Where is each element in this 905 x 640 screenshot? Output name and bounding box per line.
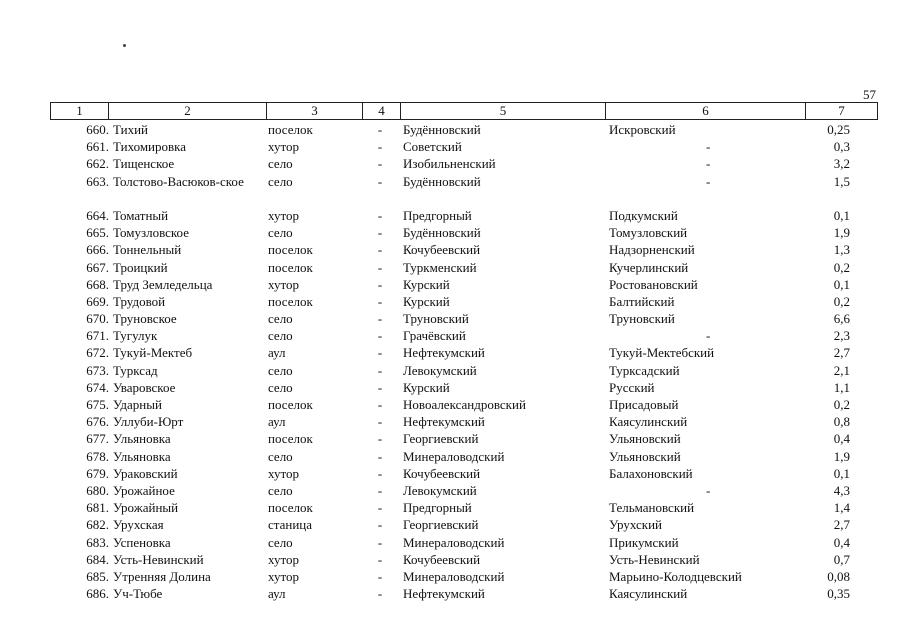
row-number: 661.	[86, 139, 109, 155]
population-value: 6,6	[833, 311, 850, 327]
district-name: Будённовский	[403, 225, 481, 241]
table-row	[50, 173, 878, 207]
settlement-name: Тукуй-Мектеб	[113, 345, 193, 361]
district-name: Изобильненский	[403, 156, 496, 172]
row-number: 667.	[86, 259, 109, 275]
settlement-name: Томатный	[113, 207, 169, 223]
settlement-type: село	[268, 362, 293, 378]
column-4-value: -	[377, 534, 383, 550]
table-header	[50, 102, 878, 120]
column-4-value: -	[377, 397, 383, 413]
district-name: Туркменский	[403, 259, 477, 275]
settlement-name: Тихомировка	[113, 139, 187, 155]
header-col-7: 7	[838, 103, 845, 118]
table-row	[50, 430, 878, 447]
row-number: 674.	[86, 379, 109, 395]
district-name: Левокумский	[403, 362, 477, 378]
population-value: 1,9	[833, 225, 850, 241]
municipality-name: -	[706, 482, 711, 498]
page-number: 57	[863, 87, 876, 102]
population-value: 3,2	[833, 156, 850, 172]
table-row	[50, 482, 878, 499]
settlement-type: село	[268, 225, 293, 241]
header-col-2: 2	[109, 103, 267, 119]
population-value: 1,5	[833, 173, 850, 189]
column-4-value: -	[377, 586, 383, 602]
settlement-type: хутор	[268, 465, 300, 481]
population-value: 0,2	[833, 259, 850, 275]
settlement-type: поселок	[268, 122, 313, 137]
municipality-name: Русский	[609, 379, 655, 395]
row-number: 675.	[86, 397, 109, 413]
settlement-name: Троицкий	[113, 259, 168, 275]
settlement-type: село	[268, 311, 293, 327]
municipality-name: Кучерлинский	[609, 259, 689, 275]
settlement-type: хутор	[268, 207, 300, 223]
population-value: 0,35	[827, 586, 850, 602]
district-name: Минераловодский	[403, 534, 505, 550]
municipality-name: Искровский	[609, 122, 676, 137]
table-row	[50, 241, 878, 258]
column-4-value: -	[377, 173, 383, 189]
district-name: Минераловодский	[403, 568, 505, 584]
table-row	[50, 551, 878, 568]
settlement-type: село	[268, 173, 293, 189]
column-4-value: -	[377, 139, 383, 155]
row-number: 664.	[86, 207, 109, 223]
row-number: 665.	[86, 225, 109, 241]
row-number: 686.	[86, 586, 109, 602]
row-number: 669.	[86, 293, 109, 309]
district-name: Предгорный	[403, 207, 472, 223]
settlement-type: поселок	[268, 397, 313, 413]
table-row	[50, 293, 878, 310]
municipality-name: -	[706, 328, 711, 344]
settlement-name: Трудовой	[113, 293, 166, 309]
population-value: 0,8	[833, 414, 850, 430]
column-4-value: -	[377, 482, 383, 498]
table-row	[50, 362, 878, 379]
settlement-type: поселок	[268, 431, 313, 447]
settlement-name: Ударный	[113, 397, 162, 413]
settlement-type: аул	[268, 414, 286, 430]
table-row	[50, 448, 878, 465]
settlement-name: Урожайное	[113, 482, 175, 498]
row-number: 673.	[86, 362, 109, 378]
table-row	[50, 396, 878, 413]
settlement-type: село	[268, 534, 293, 550]
district-name: Георгиевский	[403, 431, 479, 447]
district-name: Предгорный	[403, 500, 472, 516]
population-value: 1,9	[833, 448, 850, 464]
settlement-type: аул	[268, 345, 286, 361]
municipality-name: Присадовый	[609, 397, 679, 413]
population-value: 0,2	[833, 397, 850, 413]
settlement-name: Уваровское	[113, 379, 176, 395]
settlement-type: поселок	[268, 259, 313, 275]
district-name: Кочубеевский	[403, 242, 481, 258]
table-row	[50, 413, 878, 430]
municipality-name: Прикумский	[609, 534, 679, 550]
district-name: Кочубеевский	[403, 465, 481, 481]
district-name: Георгиевский	[403, 517, 479, 533]
settlement-type: хутор	[268, 139, 300, 155]
municipality-name: Ульяновский	[609, 448, 681, 464]
settlement-name: Ульяновка	[113, 448, 171, 464]
municipality-name: -	[706, 173, 711, 189]
municipality-name: Надзорненский	[609, 242, 695, 258]
population-value: 2,3	[833, 328, 850, 344]
settlement-name: Ураковский	[113, 465, 178, 481]
settlement-type: поселок	[268, 242, 313, 258]
population-value: 0,3	[833, 139, 850, 155]
district-name: Курский	[403, 276, 450, 292]
municipality-name: -	[706, 156, 711, 172]
column-4-value: -	[377, 259, 383, 275]
settlement-name: Тоннельный	[113, 242, 182, 258]
population-value: 0,25	[827, 122, 850, 137]
column-4-value: -	[377, 345, 383, 361]
table-row	[50, 465, 878, 482]
district-name: Новоалександровский	[403, 397, 526, 413]
settlement-name: Урожайный	[113, 500, 179, 516]
header-col-4: 4	[363, 103, 401, 119]
settlement-type: станица	[268, 517, 313, 533]
municipality-name: -	[706, 139, 711, 155]
settlement-type: хутор	[268, 568, 300, 584]
settlement-name: Утренняя Долина	[113, 568, 211, 584]
column-4-value: -	[377, 414, 383, 430]
column-4-value: -	[377, 362, 383, 378]
population-value: 0,4	[833, 534, 850, 550]
table-row	[50, 224, 878, 241]
column-4-value: -	[377, 328, 383, 344]
municipality-name: Каясулинский	[609, 414, 688, 430]
scan-speck	[123, 44, 126, 47]
district-name: Левокумский	[403, 482, 477, 498]
municipality-name: Тукуй-Мектебский	[609, 345, 715, 361]
column-4-value: -	[377, 568, 383, 584]
municipality-name: Балахоновский	[609, 465, 693, 481]
table-row	[50, 138, 878, 155]
table-row	[50, 568, 878, 585]
settlement-type: село	[268, 482, 293, 498]
column-4-value: -	[377, 551, 383, 567]
column-4-value: -	[377, 207, 383, 223]
column-4-value: -	[377, 225, 383, 241]
column-4-value: -	[377, 293, 383, 309]
population-value: 4,3	[833, 482, 850, 498]
column-4-value: -	[377, 500, 383, 516]
settlement-type: село	[268, 379, 293, 395]
district-name: Нефтекумский	[403, 586, 485, 602]
row-number: 682.	[86, 517, 109, 533]
table-row	[50, 344, 878, 361]
table-row	[50, 379, 878, 396]
population-value: 0,2	[833, 293, 850, 309]
settlement-type: село	[268, 328, 293, 344]
population-value: 2,7	[833, 517, 850, 533]
municipality-name: Ульяновский	[609, 431, 681, 447]
table-row	[50, 276, 878, 293]
settlement-name: Труновское	[113, 311, 177, 327]
population-value: 1,4	[833, 500, 850, 516]
district-name: Кочубеевский	[403, 551, 481, 567]
row-number: 670.	[86, 311, 109, 327]
settlement-type: хутор	[268, 276, 300, 292]
table-row	[50, 585, 878, 602]
settlement-name: Турксад	[113, 362, 158, 378]
column-4-value: -	[377, 448, 383, 464]
column-4-value: -	[377, 379, 383, 395]
settlement-name: Труд Земледельца	[113, 276, 213, 292]
municipality-name: Подкумский	[609, 207, 678, 223]
header-col-5: 5	[401, 103, 606, 119]
column-4-value: -	[377, 311, 383, 327]
row-number: 666.	[86, 242, 109, 258]
district-name: Советский	[403, 139, 462, 155]
row-number: 671.	[86, 328, 109, 344]
municipality-name: Тельмановский	[609, 500, 695, 516]
population-value: 2,7	[833, 345, 850, 361]
table-row	[50, 259, 878, 276]
settlement-type: поселок	[268, 500, 313, 516]
table-row	[50, 207, 878, 224]
row-number: 685.	[86, 568, 109, 584]
settlement-name: Тищенское	[113, 156, 175, 172]
settlement-name: Толстово-Васюков-ское	[113, 173, 244, 189]
population-value: 0,1	[833, 465, 850, 481]
settlement-name: Тугулук	[113, 328, 158, 344]
settlement-name: Успеновка	[113, 534, 171, 550]
settlement-name: Уч-Тюбе	[113, 586, 163, 602]
row-number: 676.	[86, 414, 109, 430]
column-4-value: -	[377, 431, 383, 447]
column-4-value: -	[377, 465, 383, 481]
row-number: 679.	[86, 465, 109, 481]
table-row	[50, 499, 878, 516]
population-value: 2,1	[833, 362, 850, 378]
district-name: Будённовский	[403, 122, 481, 137]
municipality-name: Каясулинский	[609, 586, 688, 602]
settlement-type: село	[268, 448, 293, 464]
row-number: 662.	[86, 156, 109, 172]
row-number: 680.	[86, 482, 109, 498]
settlement-type: аул	[268, 586, 286, 602]
row-number: 678.	[86, 448, 109, 464]
district-name: Курский	[403, 293, 450, 309]
header-col-3: 3	[267, 103, 363, 119]
table-row	[50, 155, 878, 172]
district-name: Нефтекумский	[403, 414, 485, 430]
header-col-6: 6	[606, 103, 806, 119]
row-number: 663.	[86, 173, 109, 189]
population-value: 0,1	[833, 276, 850, 292]
population-value: 1,3	[833, 242, 850, 258]
municipality-name: Урухский	[609, 517, 663, 533]
settlement-type: село	[268, 156, 293, 172]
population-value: 0,7	[833, 551, 850, 567]
column-4-value: -	[377, 242, 383, 258]
district-name: Грачёвский	[403, 328, 466, 344]
municipality-name: Усть-Невинский	[609, 551, 700, 567]
column-4-value: -	[377, 156, 383, 172]
municipality-name: Балтийский	[609, 293, 675, 309]
municipality-name: Труновский	[609, 311, 675, 327]
district-name: Нефтекумский	[403, 345, 485, 361]
table-row	[50, 516, 878, 533]
population-value: 0,1	[833, 207, 850, 223]
population-value: 1,1	[833, 379, 850, 395]
table-body	[50, 121, 878, 602]
row-number: 677.	[86, 431, 109, 447]
column-4-value: -	[377, 517, 383, 533]
column-4-value: -	[377, 122, 383, 137]
district-name: Будённовский	[403, 173, 481, 189]
population-value: 0,4	[833, 431, 850, 447]
settlement-name: Ульяновка	[113, 431, 171, 447]
row-number: 684.	[86, 551, 109, 567]
population-value: 0,08	[827, 568, 850, 584]
row-number: 672.	[86, 345, 109, 361]
municipality-name: Ростовановский	[609, 276, 698, 292]
settlement-name: Усть-Невинский	[113, 551, 204, 567]
settlement-type: поселок	[268, 293, 313, 309]
table-row	[50, 310, 878, 327]
row-number: 668.	[86, 276, 109, 292]
column-4-value: -	[377, 276, 383, 292]
table-row	[50, 121, 878, 138]
table-row	[50, 534, 878, 551]
settlement-name: Урухская	[113, 517, 164, 533]
row-number: 660.	[86, 122, 109, 137]
settlement-type: хутор	[268, 551, 300, 567]
row-number: 683.	[86, 534, 109, 550]
settlement-name: Уллуби-Юрт	[113, 414, 184, 430]
municipality-name: Томузловский	[609, 225, 688, 241]
district-name: Минераловодский	[403, 448, 505, 464]
table-row	[50, 327, 878, 344]
row-number: 681.	[86, 500, 109, 516]
header-col-1: 1	[51, 103, 109, 119]
district-name: Курский	[403, 379, 450, 395]
district-name: Труновский	[403, 311, 469, 327]
municipality-name: Марьино-Колодцевский	[609, 568, 742, 584]
settlement-name: Томузловское	[113, 225, 189, 241]
municipality-name: Турксадский	[609, 362, 680, 378]
settlement-name: Тихий	[113, 122, 148, 137]
